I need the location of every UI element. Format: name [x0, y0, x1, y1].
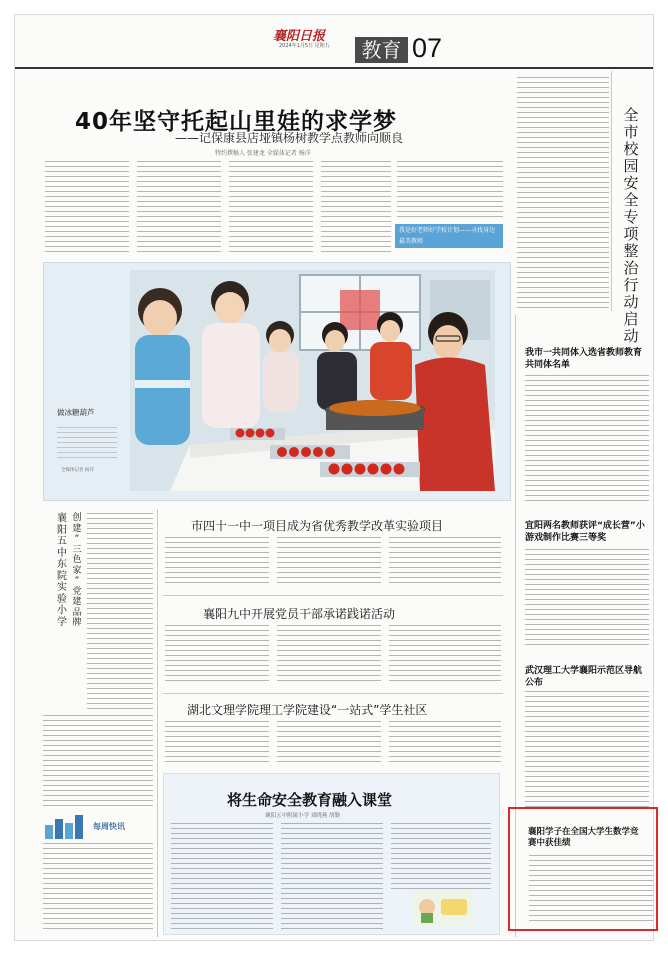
- section-divider: [163, 693, 503, 694]
- brief-label: 每周快讯: [93, 822, 125, 831]
- highlight-headline: 襄阳学子在全国大学生数学竞赛中获佳绩: [528, 827, 639, 848]
- party-body-3: [389, 625, 501, 685]
- safety-feature-body-1: [171, 823, 273, 929]
- school-a-vertical-title: 襄 阳 五 中 东 院 实 验 小 学: [57, 513, 67, 628]
- party-body-1: [165, 625, 269, 685]
- highlight-red-frame: [508, 807, 658, 931]
- lead-banner: 我是好老师好学校计划——寻找身边最美教师: [395, 224, 503, 248]
- lead-body-col-5: [397, 161, 503, 221]
- reform-body-2: [277, 537, 381, 587]
- child-small: [263, 321, 299, 412]
- date-line: 2024年1月5日 星期五: [279, 43, 330, 49]
- reform-body-3: [389, 537, 501, 587]
- party-headline: 襄阳九中开展党员干部承诺践诺活动: [203, 607, 396, 621]
- school-a-body-cont: [43, 715, 153, 807]
- school-a-body: [87, 513, 153, 711]
- university-notice-headline: 武汉理工大学襄阳示范区导航公布: [525, 666, 643, 688]
- community-join-headline: 我市一共同体入选省教师教育共同体名单: [525, 348, 643, 370]
- party-body-2: [277, 625, 381, 685]
- lead-byline: 特约撰稿人 张建龙 全媒体记者 杨洋: [215, 150, 311, 157]
- lead-body-col-3: [229, 161, 313, 255]
- section-label: 教育: [355, 37, 408, 63]
- community-body-2: [277, 721, 381, 765]
- safety-feature-byline: 襄阳五中附属小学 刘晓燕 胡勤: [265, 813, 340, 819]
- community-headline: 湖北文理学院理工学院建设“一站式”学生社区: [187, 703, 428, 717]
- masthead-rule: [15, 67, 654, 69]
- community-body-1: [165, 721, 269, 765]
- safety-body-text: [517, 77, 609, 309]
- community-join-body: [525, 375, 649, 501]
- photo-students-making-candied-haws: [130, 270, 495, 491]
- reform-body-1: [165, 537, 269, 587]
- vertical-title-safety: 全 市 校 园 安 全 专 项 整 治 行 动 启 动: [623, 106, 639, 345]
- photo-caption-byline: 全媒体记者 杨洋: [61, 468, 94, 473]
- university-notice-body: [525, 691, 649, 811]
- teacher-award-body: [525, 549, 649, 649]
- safety-illustration: [413, 891, 473, 925]
- school-a-vertical-subtitle: 创 建 “ 三 色 家 ” 党 建 品 牌: [72, 513, 82, 628]
- lead-body-col-1: [45, 161, 129, 255]
- photo-caption-title: 做冰糖葫芦: [57, 408, 95, 417]
- lead-subhead: ——记保康县店垭镇杨树教学点教师向顺良: [175, 131, 404, 145]
- safety-feature-body-3: [391, 823, 491, 893]
- reform-headline: 市四十一中一项目成为省优秀教学改革实验项目: [191, 519, 444, 533]
- brief-body: [43, 843, 153, 933]
- lead-headline: 40年坚守托起山里娃的求学梦: [75, 109, 398, 135]
- photo-caption-text: [57, 427, 117, 459]
- child-blue-jacket: [135, 288, 190, 445]
- newspaper-page: [14, 14, 654, 941]
- page-number: 07: [412, 33, 443, 63]
- safety-feature-title: 将生命安全教育融入课堂: [227, 791, 393, 809]
- community-body-3: [389, 721, 501, 765]
- column-divider: [611, 71, 612, 311]
- section-divider: [163, 595, 503, 596]
- safety-feature-body-2: [281, 823, 383, 929]
- brief-city-icon: [43, 813, 91, 839]
- lead-body-col-2: [137, 161, 221, 255]
- column-divider: [157, 509, 158, 937]
- teacher-award-headline: 宜阳两名教师获评“成长营”小游戏制作比赛三等奖: [525, 521, 645, 543]
- lead-body-col-4: [321, 161, 391, 255]
- newspaper-name: 襄阳日报: [273, 29, 326, 44]
